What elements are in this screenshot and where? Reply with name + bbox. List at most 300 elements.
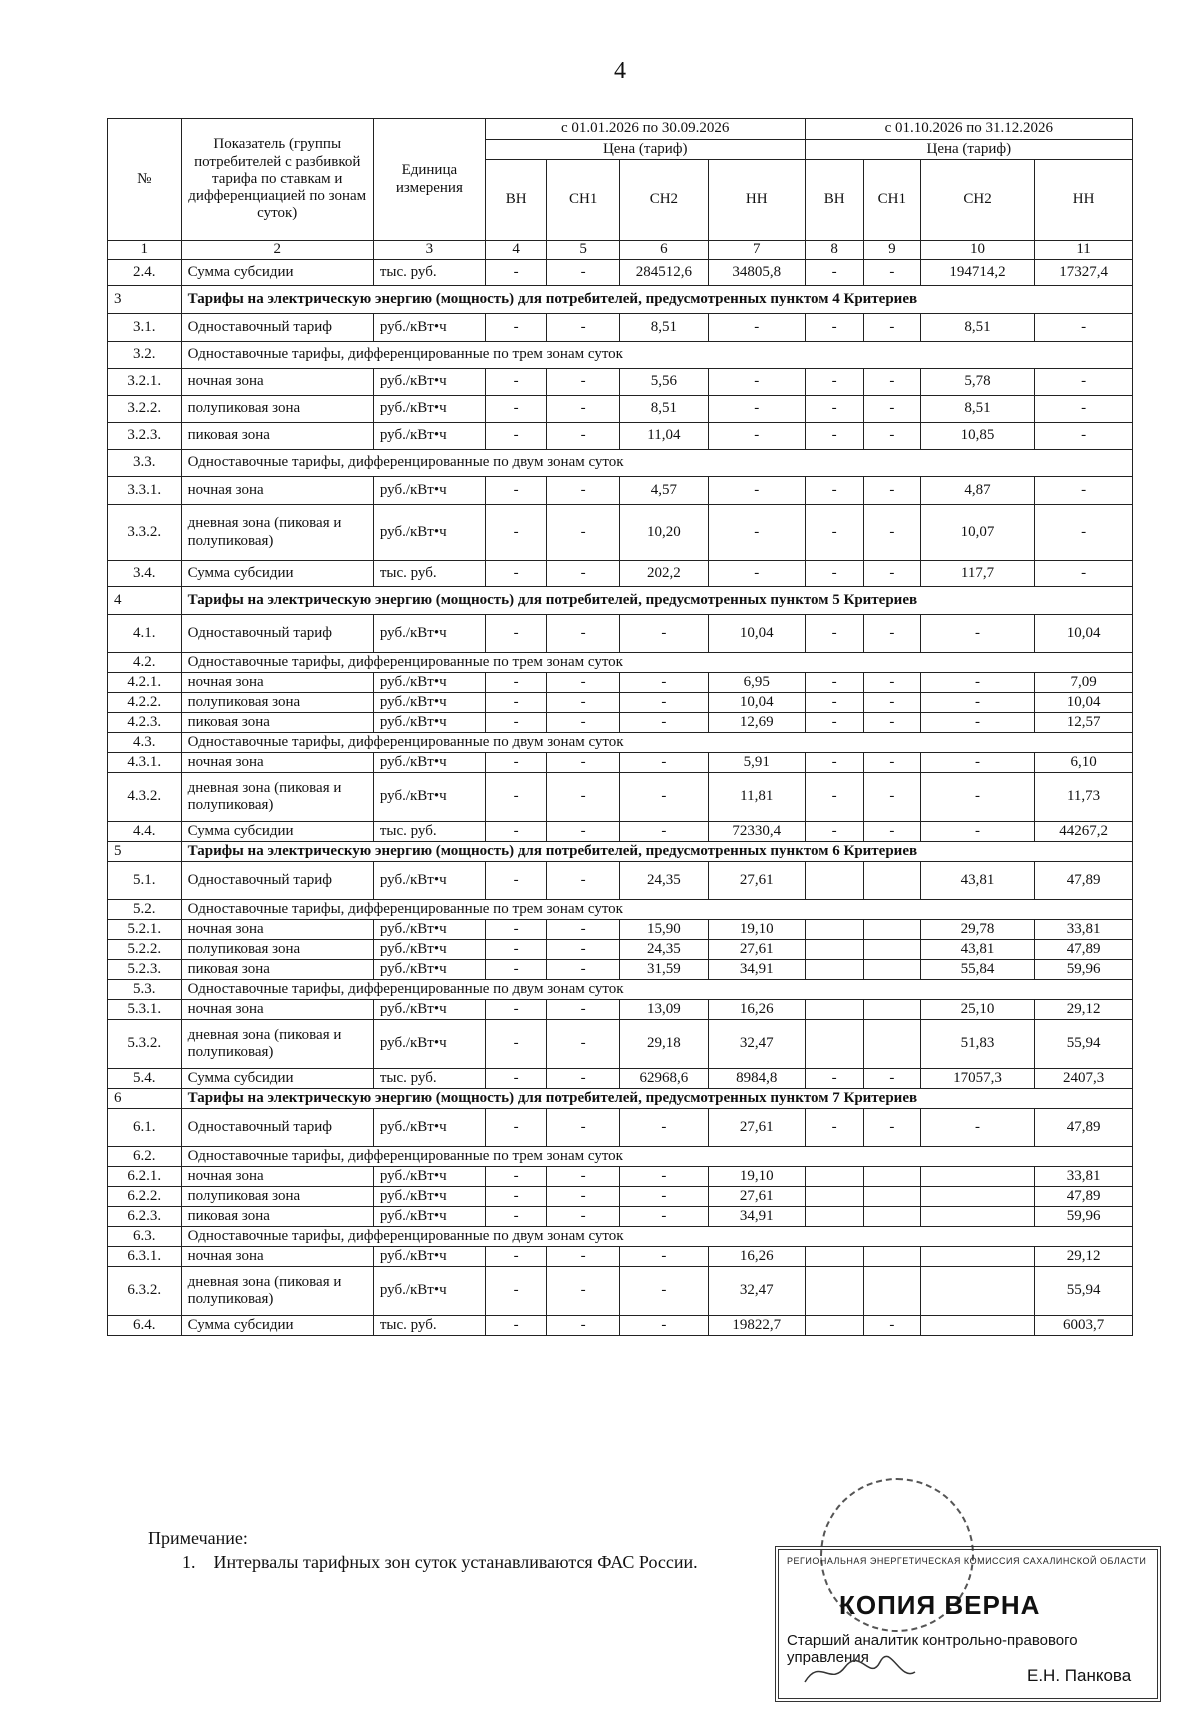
tariff-value: 47,89 [1035,940,1133,960]
tariff-value: - [805,396,863,423]
note-item [182,1552,698,1573]
section-title: Тарифы на электрическую энергию (мощность) для потребителей, предусмотренных пунктом 7 Критериев [181,1089,1132,1109]
tariff-value: 10,04 [708,693,805,713]
tariff-value: - [485,1109,547,1147]
tariff-value: - [485,753,547,773]
tariff-value: 51,83 [920,1020,1034,1069]
row-indicator: Сумма субсидии [181,561,373,587]
tariff-value: - [485,260,547,286]
tariff-value: - [547,822,620,842]
row-indicator: полупиковая зона [181,940,373,960]
tariff-value: 12,57 [1035,713,1133,733]
group-row [108,1227,1133,1247]
tariff-value: - [547,773,620,822]
tariff-value [863,862,920,900]
tariff-value: 44267,2 [1035,822,1133,842]
row-indicator: дневная зона (пиковая и полупиковая) [181,773,373,822]
tariff-value: - [547,1187,620,1207]
table-row [108,773,1133,822]
tariff-value [805,1020,863,1069]
row-indicator: дневная зона (пиковая и полупиковая) [181,1020,373,1069]
row-number: 6.2.3. [108,1207,182,1227]
tariff-value: 59,96 [1035,960,1133,980]
tariff-value: 8,51 [920,396,1034,423]
row-indicator: ночная зона [181,1167,373,1187]
tariff-value: - [485,940,547,960]
tariff-value [805,960,863,980]
tariff-value: 29,12 [1035,1000,1133,1020]
row-number: 3.3. [108,450,182,477]
tariff-value: - [485,396,547,423]
tariff-value: - [485,920,547,940]
row-number: 3.1. [108,314,182,342]
tariff-value: - [863,673,920,693]
row-unit: руб./кВт•ч [373,862,485,900]
section-row [108,842,1133,862]
tariff-value: - [547,673,620,693]
stamp-organization: РЕГИОНАЛЬНАЯ ЭНЕРГЕТИЧЕСКАЯ КОМИССИЯ САХАЛИНСКОЙ ОБЛАСТИ [787,1556,1147,1566]
tariff-value: 29,12 [1035,1247,1133,1267]
header-price-1: Цена (тариф) [485,140,805,160]
tariff-value: - [708,369,805,396]
tariff-value: - [485,822,547,842]
row-unit: тыс. руб. [373,561,485,587]
row-number: 5 [108,842,182,862]
tariff-value: - [485,1187,547,1207]
tariff-value: 17057,3 [920,1069,1034,1089]
tariff-value [805,940,863,960]
row-number: 3.2.1. [108,369,182,396]
row-unit: руб./кВт•ч [373,940,485,960]
tariff-value [863,960,920,980]
row-number: 6.2.2. [108,1187,182,1207]
column-number: 6 [619,241,708,260]
tariff-value: - [863,505,920,561]
section-title: Тарифы на электрическую энергию (мощность) для потребителей, предусмотренных пунктом 5 Критериев [181,587,1132,615]
tariff-value: 47,89 [1035,862,1133,900]
table-row [108,960,1133,980]
table-row [108,940,1133,960]
row-indicator: Сумма субсидии [181,1316,373,1336]
row-unit: руб./кВт•ч [373,773,485,822]
tariff-value: - [708,561,805,587]
row-unit: руб./кВт•ч [373,753,485,773]
tariff-value: 43,81 [920,862,1034,900]
row-number: 4.2. [108,653,182,673]
tariff-value: 29,78 [920,920,1034,940]
group-title: Одноставочные тарифы, дифференцированные по двум зонам суток [181,450,1132,477]
stamp-position: Старший аналитик контрольно-правового управления [787,1632,1078,1666]
section-title: Тарифы на электрическую энергию (мощность) для потребителей, предусмотренных пунктом 6 Критериев [181,842,1132,862]
tariff-value: - [547,862,620,900]
tariff-value: - [805,673,863,693]
table-row [108,822,1133,842]
tariff-value: - [863,369,920,396]
tariff-value: 4,57 [619,477,708,505]
tariff-value: - [863,773,920,822]
tariff-value: - [920,773,1034,822]
tariff-value: - [805,615,863,653]
group-title: Одноставочные тарифы, дифференцированные по трем зонам суток [181,653,1132,673]
tariff-value [805,1267,863,1316]
tariff-value: 11,81 [708,773,805,822]
tariff-value: - [485,1267,547,1316]
row-number: 6.4. [108,1316,182,1336]
tariff-value: 19,10 [708,1167,805,1187]
row-unit: руб./кВт•ч [373,505,485,561]
tariff-value: 284512,6 [619,260,708,286]
column-number: 8 [805,241,863,260]
tariff-value: 6003,7 [1035,1316,1133,1336]
table-row [108,314,1133,342]
tariff-value: - [805,314,863,342]
table-row [108,423,1133,450]
tariff-value: 27,61 [708,862,805,900]
tariff-value: 10,04 [1035,615,1133,653]
column-number: 11 [1035,241,1133,260]
header-indicator: Показатель (группы потребителей с разбивкой тарифа по ставкам и дифференциацией по зонам суток) [181,119,373,241]
row-indicator: полупиковая зона [181,693,373,713]
row-indicator: ночная зона [181,1247,373,1267]
group-title: Одноставочные тарифы, дифференцированные по трем зонам суток [181,1147,1132,1167]
row-number: 6.2. [108,1147,182,1167]
tariff-value: 5,91 [708,753,805,773]
section-row [108,286,1133,314]
tariff-value [863,1020,920,1069]
row-number: 6.3.2. [108,1267,182,1316]
row-indicator: пиковая зона [181,1207,373,1227]
tariff-value: - [619,693,708,713]
row-unit: тыс. руб. [373,1069,485,1089]
tariff-value: - [485,713,547,733]
column-number: 9 [863,241,920,260]
row-number: 4.4. [108,822,182,842]
tariff-value: 10,04 [1035,693,1133,713]
header-unit: Единица измерения [373,119,485,241]
tariff-value [805,862,863,900]
row-number: 4.2.1. [108,673,182,693]
tariff-value: - [547,713,620,733]
tariff-value: - [920,753,1034,773]
row-number: 3.2.3. [108,423,182,450]
tariff-value: 202,2 [619,561,708,587]
tariff-value: - [1035,561,1133,587]
tariff-value: 29,18 [619,1020,708,1069]
tariff-value [805,1316,863,1336]
tariff-value: 27,61 [708,940,805,960]
row-number: 3.2. [108,342,182,369]
tariff-value: - [485,1207,547,1227]
tariff-value: - [805,1109,863,1147]
tariff-value [805,1000,863,1020]
row-unit: руб./кВт•ч [373,693,485,713]
tariff-value [920,1167,1034,1187]
row-unit: руб./кВт•ч [373,920,485,940]
row-indicator: Сумма субсидии [181,822,373,842]
header-level: СН2 [619,160,708,241]
row-number: 3.4. [108,561,182,587]
tariff-value: - [863,822,920,842]
tariff-value: - [547,1020,620,1069]
header-level: СН2 [920,160,1034,241]
tariff-value: - [547,369,620,396]
tariff-value: - [485,314,547,342]
row-indicator: ночная зона [181,369,373,396]
tariff-value: - [547,561,620,587]
tariff-value: 32,47 [708,1020,805,1069]
tariff-value: - [708,477,805,505]
row-unit: руб./кВт•ч [373,369,485,396]
tariff-value: - [547,1109,620,1147]
column-number: 5 [547,241,620,260]
row-number: 5.2. [108,900,182,920]
tariff-value: - [920,673,1034,693]
row-number: 6.2.1. [108,1167,182,1187]
tariff-value: 10,20 [619,505,708,561]
tariff-value: 34,91 [708,1207,805,1227]
tariff-value: - [863,693,920,713]
row-indicator: Сумма субсидии [181,1069,373,1089]
tariff-value: - [805,260,863,286]
group-row [108,980,1133,1000]
tariff-value: - [708,396,805,423]
row-number: 5.3.1. [108,1000,182,1020]
tariff-value: 25,10 [920,1000,1034,1020]
tariff-value: - [485,1316,547,1336]
tariff-value: 16,26 [708,1247,805,1267]
tariff-value: - [805,1069,863,1089]
tariff-value: 13,09 [619,1000,708,1020]
tariff-value: 8,51 [619,396,708,423]
tariff-value: - [805,477,863,505]
header-period-1: с 01.01.2026 по 30.09.2026 [485,119,805,140]
row-unit: руб./кВт•ч [373,1020,485,1069]
group-title: Одноставочные тарифы, дифференцированные по двум зонам суток [181,980,1132,1000]
row-number: 4.3.1. [108,753,182,773]
table-row [108,1316,1133,1336]
tariff-value: 24,35 [619,940,708,960]
row-number: 6 [108,1089,182,1109]
table-row [108,862,1133,900]
row-indicator: ночная зона [181,477,373,505]
column-number: 4 [485,241,547,260]
tariff-value: - [547,1247,620,1267]
tariff-value [920,1207,1034,1227]
tariff-value: - [863,477,920,505]
tariff-value: - [547,477,620,505]
tariff-value: - [485,773,547,822]
tariff-value: 8984,8 [708,1069,805,1089]
row-unit: тыс. руб. [373,1316,485,1336]
tariff-value: 17327,4 [1035,260,1133,286]
tariff-value: 12,69 [708,713,805,733]
tariff-value: - [863,423,920,450]
table-row [108,615,1133,653]
column-number: 2 [181,241,373,260]
tariff-value: - [863,260,920,286]
column-number: 3 [373,241,485,260]
row-number: 3 [108,286,182,314]
header-period-2: с 01.10.2026 по 31.12.2026 [805,119,1132,140]
table-row [108,396,1133,423]
table-row [108,1020,1133,1069]
page-number: 4 [614,58,626,84]
tariff-value: - [863,314,920,342]
tariff-value [920,1267,1034,1316]
row-number: 6.3. [108,1227,182,1247]
tariff-value: - [920,615,1034,653]
row-indicator: ночная зона [181,673,373,693]
tariff-value [863,1187,920,1207]
tariff-value: 5,56 [619,369,708,396]
tariff-value: - [485,1247,547,1267]
tariff-value: - [1035,396,1133,423]
header-level: ВН [805,160,863,241]
tariff-value: 47,89 [1035,1109,1133,1147]
tariff-value: - [547,1316,620,1336]
group-title: Одноставочные тарифы, дифференцированные по двум зонам суток [181,1227,1132,1247]
tariff-value: 117,7 [920,561,1034,587]
stamp-title: КОПИЯ ВЕРНА [839,1590,1041,1620]
table-row [108,1000,1133,1020]
column-number: 10 [920,241,1034,260]
tariff-value: 27,61 [708,1109,805,1147]
tariff-value: - [547,693,620,713]
row-unit: руб./кВт•ч [373,314,485,342]
tariff-value: - [805,369,863,396]
tariff-value: - [619,773,708,822]
row-indicator: Одноставочный тариф [181,1109,373,1147]
row-unit: руб./кВт•ч [373,396,485,423]
tariff-value: 62968,6 [619,1069,708,1089]
group-row [108,653,1133,673]
header-price-2: Цена (тариф) [805,140,1132,160]
note-heading: Примечание: [148,1528,248,1548]
tariff-value: 10,85 [920,423,1034,450]
tariff-value: - [863,1316,920,1336]
tariff-value: - [485,862,547,900]
tariff-value [863,1207,920,1227]
header-level: НН [708,160,805,241]
tariff-value: - [1035,369,1133,396]
tariff-value: - [619,713,708,733]
row-indicator: Одноставочный тариф [181,615,373,653]
row-unit: руб./кВт•ч [373,1000,485,1020]
tariff-value: - [547,396,620,423]
tariff-value: 15,90 [619,920,708,940]
tariff-value: 33,81 [1035,920,1133,940]
tariff-value [805,1247,863,1267]
tariff-value: - [920,713,1034,733]
tariff-table [107,118,1133,1336]
tariff-value: - [863,1069,920,1089]
tariff-value: - [547,960,620,980]
row-indicator: Одноставочный тариф [181,314,373,342]
tariff-value: - [619,1267,708,1316]
tariff-value: - [863,1109,920,1147]
row-unit: руб./кВт•ч [373,615,485,653]
tariff-value [863,920,920,940]
tariff-value: 6,95 [708,673,805,693]
tariff-value: 24,35 [619,862,708,900]
header-level: ВН [485,160,547,241]
table-row [108,1167,1133,1187]
tariff-value: - [805,561,863,587]
tariff-value: - [547,920,620,940]
tariff-value [863,1167,920,1187]
tariff-value: 27,61 [708,1187,805,1207]
row-indicator: пиковая зона [181,423,373,450]
tariff-value: 8,51 [920,314,1034,342]
tariff-value: - [1035,505,1133,561]
row-number: 5.2.2. [108,940,182,960]
row-number: 4.2.3. [108,713,182,733]
row-unit: руб./кВт•ч [373,1167,485,1187]
row-indicator: пиковая зона [181,713,373,733]
tariff-value: 34,91 [708,960,805,980]
tariff-value: 10,04 [708,615,805,653]
row-unit: руб./кВт•ч [373,477,485,505]
tariff-value: 34805,8 [708,260,805,286]
tariff-value: - [547,753,620,773]
row-number: 3.3.1. [108,477,182,505]
row-number: 5.3. [108,980,182,1000]
row-number: 5.2.3. [108,960,182,980]
row-number: 2.4. [108,260,182,286]
header-num: № [108,119,182,241]
tariff-value: 16,26 [708,1000,805,1020]
tariff-value: - [547,1167,620,1187]
tariff-value: 33,81 [1035,1167,1133,1187]
table-row [108,561,1133,587]
tariff-value: - [547,505,620,561]
tariff-value: - [708,505,805,561]
tariff-value: - [547,423,620,450]
tariff-value: - [547,940,620,960]
row-indicator: ночная зона [181,920,373,940]
table-row [108,753,1133,773]
tariff-value: 6,10 [1035,753,1133,773]
tariff-value: - [485,1167,547,1187]
table-row [108,369,1133,396]
row-number: 4.2.2. [108,693,182,713]
tariff-value: - [619,822,708,842]
row-unit: руб./кВт•ч [373,1187,485,1207]
tariff-value: 55,94 [1035,1267,1133,1316]
tariff-value: - [863,753,920,773]
group-row [108,900,1133,920]
row-number: 6.1. [108,1109,182,1147]
tariff-value: 19822,7 [708,1316,805,1336]
table-row [108,713,1133,733]
tariff-value: - [619,753,708,773]
row-unit: тыс. руб. [373,822,485,842]
tariff-value: - [1035,423,1133,450]
row-indicator: ночная зона [181,753,373,773]
row-number: 4.3. [108,733,182,753]
tariff-value: - [547,260,620,286]
tariff-value: 7,09 [1035,673,1133,693]
tariff-value [863,1267,920,1316]
tariff-value: - [619,1109,708,1147]
header-level: СН1 [863,160,920,241]
tariff-value: - [920,822,1034,842]
header-level: НН [1035,160,1133,241]
table-row [108,673,1133,693]
tariff-value: - [920,693,1034,713]
tariff-value: 194714,2 [920,260,1034,286]
tariff-value: - [863,713,920,733]
